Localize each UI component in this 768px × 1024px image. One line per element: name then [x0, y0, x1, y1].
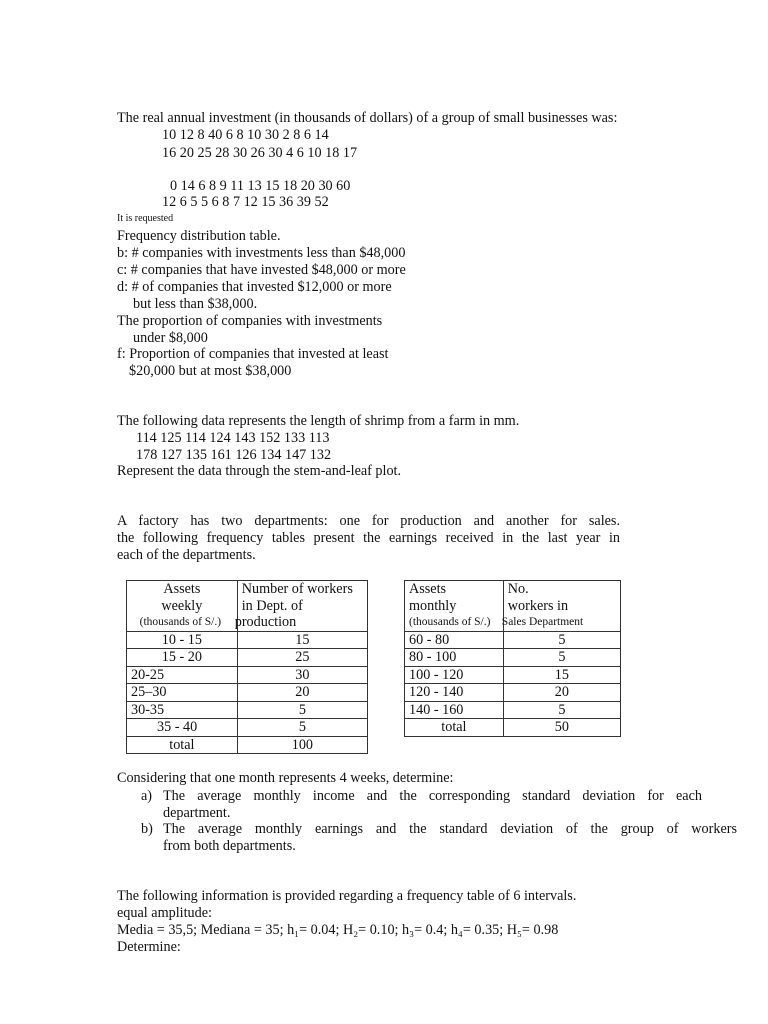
header-line: Assets: [409, 581, 447, 597]
interval-cell: 140 - 160: [405, 701, 504, 719]
question-b-line1: The average monthly earnings and the standard deviation of the group of workers: [163, 821, 737, 837]
section1-item-b: b: # companies with investments less than $48,000: [117, 245, 406, 261]
header-line: Assets: [163, 581, 201, 597]
section1-item-c: c: # companies that have invested $48,000 or more: [117, 262, 406, 278]
section4-intro: The following information is provided regarding a frequency table of 6 intervals.: [117, 888, 577, 904]
interval-cell: 120 - 140: [405, 684, 504, 702]
count-cell: 15: [237, 631, 367, 649]
header-line: workers in: [507, 597, 569, 614]
section1-item-d: d: # of companies that invested $12,000 or more: [117, 279, 392, 295]
header-line: weekly: [161, 597, 203, 614]
section1-item-e: The proportion of companies with investments: [117, 313, 383, 329]
question-a-line1: The average monthly income and the corresponding standard deviation for each: [163, 788, 702, 804]
header-line: production: [234, 614, 297, 630]
section3-para-line1: A factory has two departments: one for production and another for sales.: [117, 513, 620, 529]
section1-item-f-cont: $20,000 but at most $38,000: [129, 363, 292, 379]
header-line: No.: [507, 581, 529, 597]
section4-stats: Media = 35,5; Mediana = 35; h₁= 0.04; H₂= 0.10; h₃= 0.4; h₄= 0.35; H₅= 0.98: [117, 922, 559, 938]
header-line: in Dept. of: [241, 597, 303, 614]
interval-cell: 80 - 100: [405, 649, 504, 667]
section1-data-row1: 10 12 8 40 6 8 10 30 2 8 6 14: [162, 127, 329, 143]
interval-cell: 100 - 120: [405, 666, 504, 684]
section2-intro: The following data represents the length of shrimp from a farm in mm.: [117, 413, 520, 429]
count-cell: 5: [503, 631, 620, 649]
section4-amplitude: equal amplitude:: [117, 905, 212, 921]
total-label-cell: total: [127, 736, 238, 754]
section1-item-f: f: Proportion of companies that invested at least: [117, 346, 389, 362]
total-value-cell: 50: [503, 719, 620, 737]
table-row: [127, 701, 368, 719]
interval-cell: 10 - 15: [127, 631, 238, 649]
section1-intro: The real annual investment (in thousands of dollars) of a group of small businesses was:: [117, 110, 618, 126]
section1-item-e-cont: under $8,000: [133, 330, 208, 346]
question-a-line2: department.: [163, 805, 231, 821]
header-line: (thousands of S/.): [409, 616, 491, 628]
question-b-label: b): [141, 821, 153, 837]
total-label-cell: total: [405, 719, 504, 737]
count-cell: 5: [503, 649, 620, 667]
section4-determine: Determine:: [117, 939, 181, 955]
header-workers-sales: [503, 581, 620, 632]
interval-cell: 20-25: [127, 666, 238, 684]
section2-row1: 114 125 114 124 143 152 133 113: [136, 430, 330, 446]
section3-consider: Considering that one month represents 4 weeks, determine:: [117, 770, 454, 786]
interval-cell: 30-35: [127, 701, 238, 719]
table-header-row: [127, 581, 368, 632]
table-total-row: [405, 719, 621, 737]
interval-cell: 35 - 40: [127, 719, 238, 737]
section1-item-a: Frequency distribution table.: [117, 228, 281, 244]
section2-task: Represent the data through the stem-and-leaf plot.: [117, 463, 402, 479]
sales-frequency-table: [404, 580, 621, 737]
table-row: [127, 631, 368, 649]
count-cell: 15: [503, 666, 620, 684]
section1-data-row2: 16 20 25 28 30 26 30 4 6 10 18 17: [162, 145, 358, 161]
count-cell: 20: [503, 684, 620, 702]
question-b-line2: from both departments.: [163, 838, 296, 854]
production-frequency-table: [126, 580, 368, 754]
count-cell: 5: [503, 701, 620, 719]
header-line: Sales Department: [501, 616, 584, 628]
interval-cell: 25–30: [127, 684, 238, 702]
header-assets-weekly: [127, 581, 238, 632]
header-line: Number of workers: [241, 581, 353, 597]
section3-para-line2: the following frequency tables present the earnings received in the last year in: [117, 530, 620, 546]
table-row: [127, 719, 368, 737]
section1-requested: It is requested: [117, 213, 174, 224]
table-row: [405, 631, 621, 649]
header-assets-monthly: [405, 581, 504, 632]
section1-leaf-row: 12 6 5 5 6 8 7 12 15 36 39 52: [162, 194, 329, 210]
question-a-label: a): [141, 788, 153, 804]
table-total-row: [127, 736, 368, 754]
table-row: [405, 649, 621, 667]
count-cell: 25: [237, 649, 367, 667]
header-line: monthly: [409, 597, 457, 614]
table-row: [127, 666, 368, 684]
table-row: [127, 684, 368, 702]
section3-para-line3: each of the departments.: [117, 547, 256, 563]
interval-cell: 15 - 20: [127, 649, 238, 667]
table-row: [405, 666, 621, 684]
table-row: [127, 649, 368, 667]
table-header-row: [405, 581, 621, 632]
count-cell: 5: [237, 701, 367, 719]
count-cell: 20: [237, 684, 367, 702]
interval-cell: 60 - 80: [405, 631, 504, 649]
table-row: [405, 684, 621, 702]
section1-item-d-cont: but less than $38,000.: [133, 296, 258, 312]
total-value-cell: 100: [237, 736, 367, 754]
section1-stem-row: 0 14 6 8 9 11 13 15 18 20 30 60: [170, 178, 351, 194]
header-line: (thousands of S/.): [139, 616, 222, 628]
header-workers-production: [234, 581, 367, 632]
count-cell: 5: [237, 719, 367, 737]
count-cell: 30: [237, 666, 367, 684]
table-row: [405, 701, 621, 719]
section2-row2: 178 127 135 161 126 134 147 132: [136, 447, 332, 463]
